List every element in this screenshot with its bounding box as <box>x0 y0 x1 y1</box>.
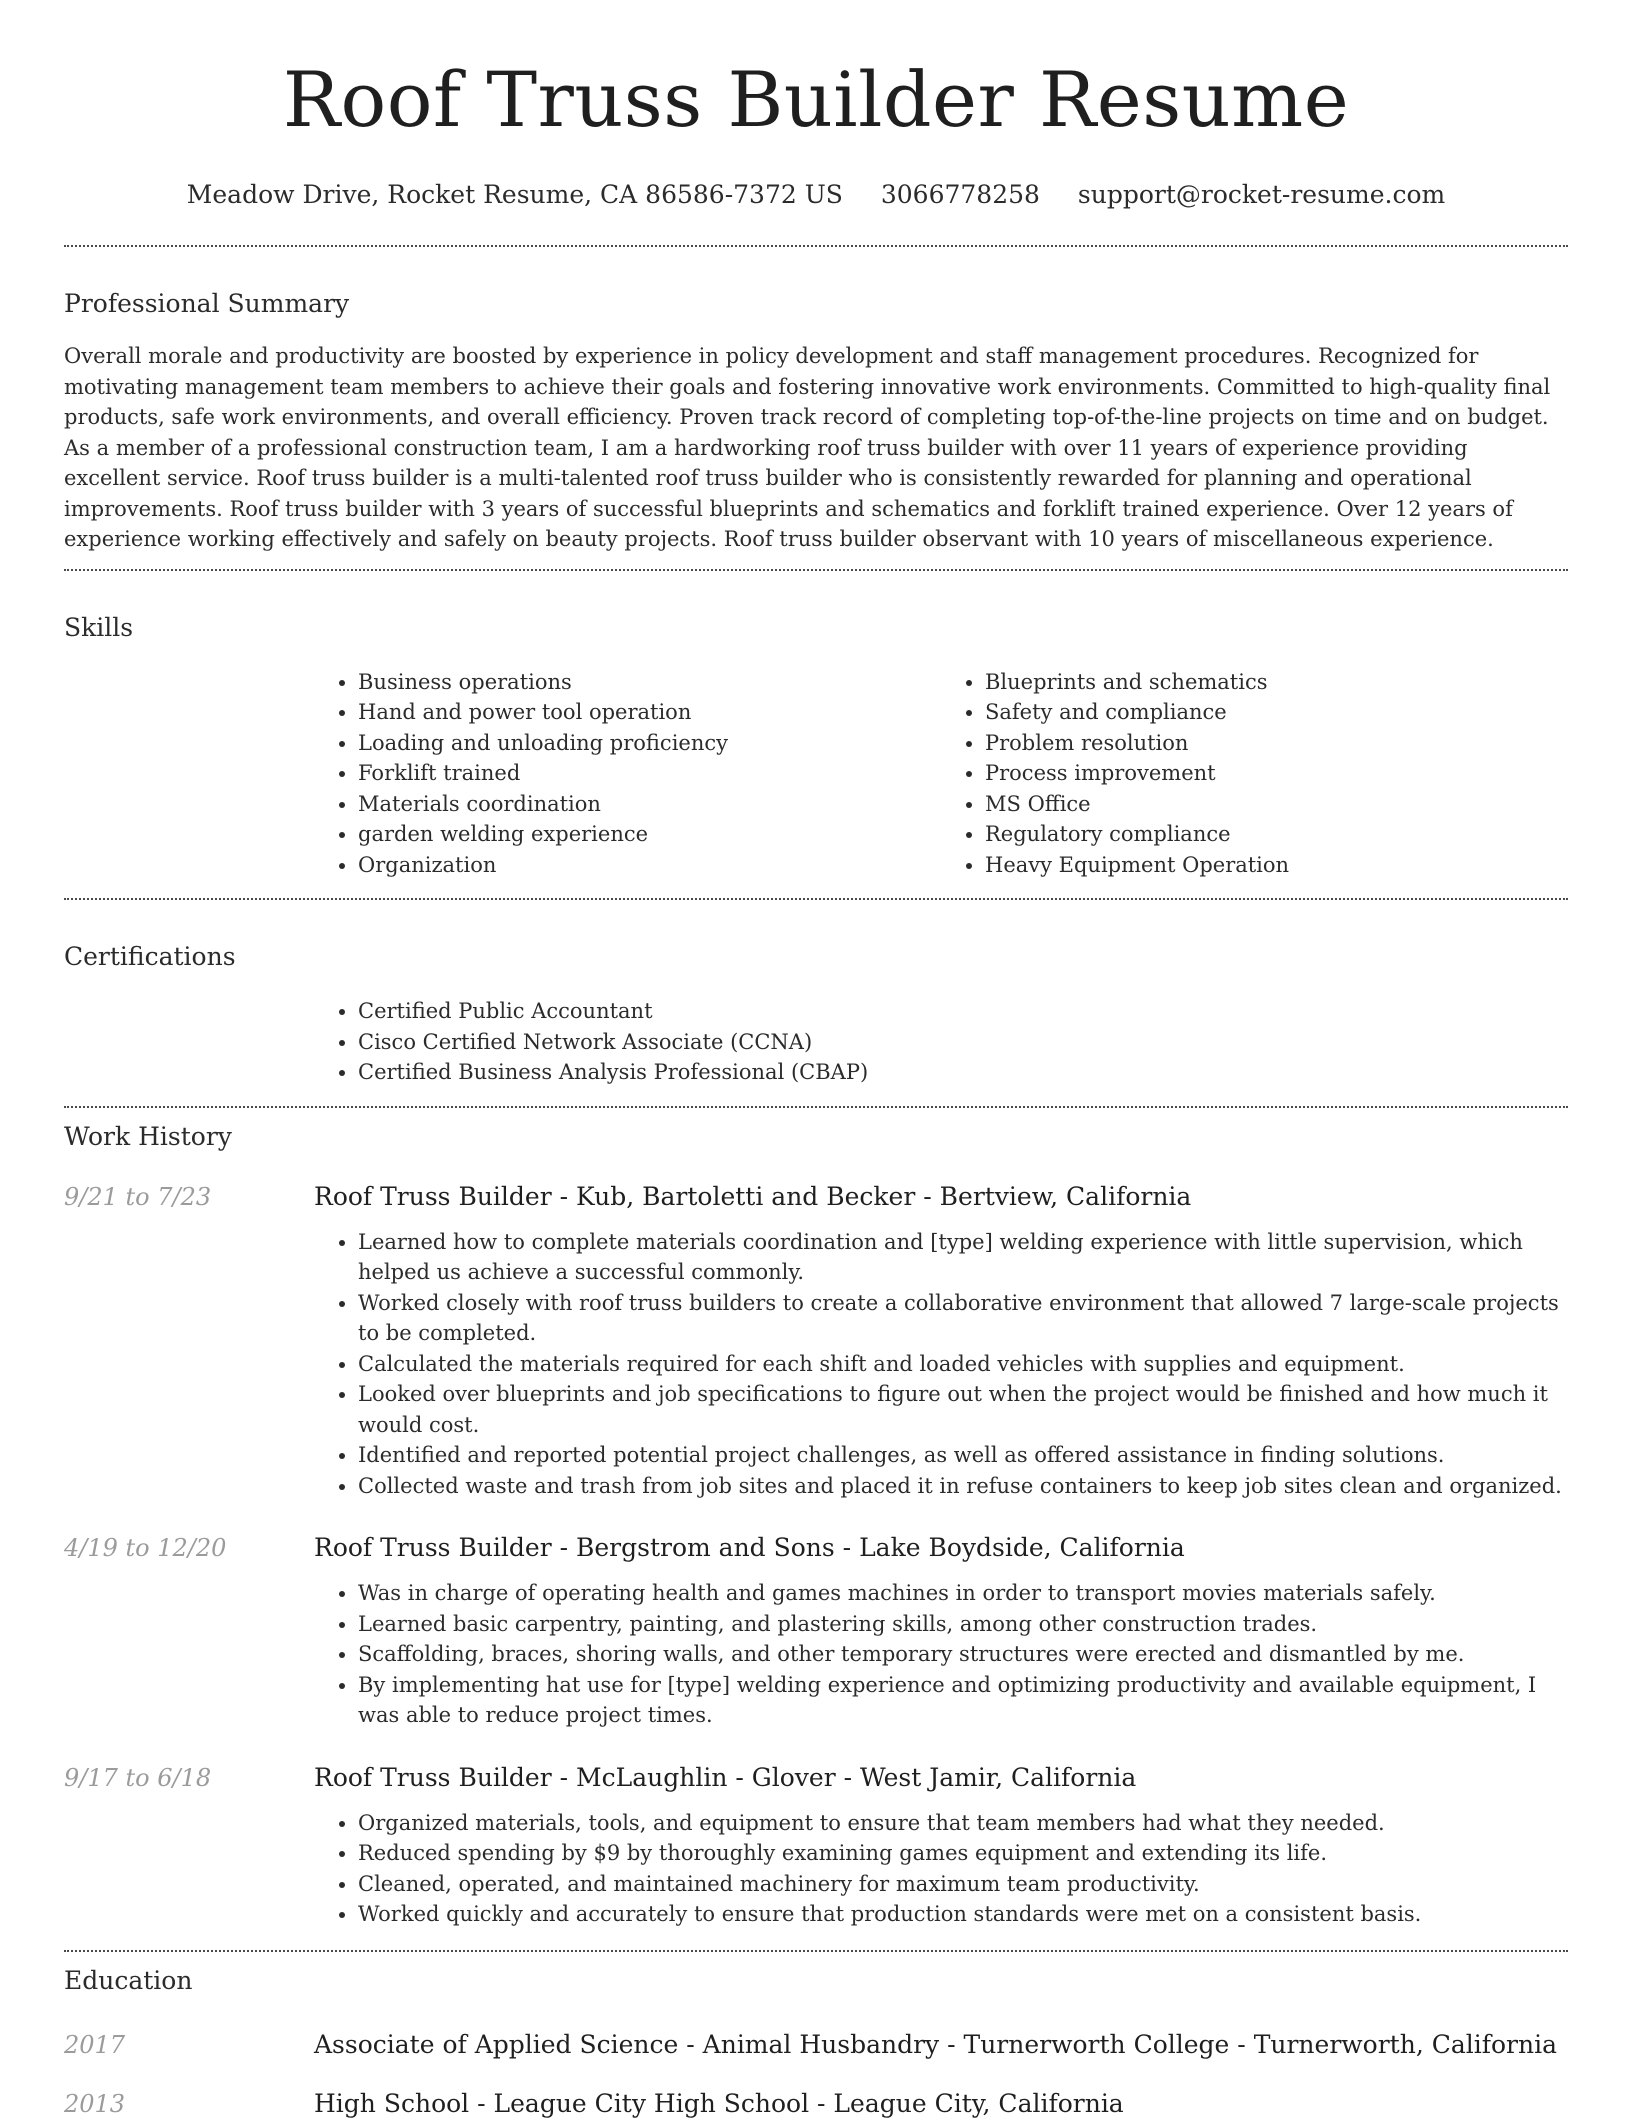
job-bullets <box>314 1211 1568 1508</box>
job-entry <box>64 1763 1568 1936</box>
job-bullet: • Cleaned, operated, and maintained machinery for maximum team productivity. <box>358 1869 1568 1900</box>
job-dates: 4/19 to 12/20 <box>64 1534 227 1562</box>
skills-section <box>64 571 1568 899</box>
skill-item: • Business operations <box>358 667 941 698</box>
skill-item: • Materials coordination <box>358 789 941 820</box>
skill-item: • Process improvement <box>985 758 1568 789</box>
job-dates: 9/17 to 6/18 <box>64 1763 212 1792</box>
certification-item: • Cisco Certified Network Associate (CCNA) <box>358 1027 1568 1058</box>
certifications-body <box>314 972 1568 1106</box>
certifications-heading: Certifications <box>64 942 236 971</box>
summary-heading: Professional Summary <box>64 289 350 318</box>
job-header <box>64 1763 1568 1792</box>
job-bullet: • Was in charge of operating health and games machines in order to transport movies materials safely. <box>358 1578 1568 1609</box>
work-history-heading: Work History <box>64 1121 232 1151</box>
job-bullets <box>314 1562 1568 1737</box>
resume-title: Roof Truss Builder Resume <box>282 55 1350 144</box>
contact-phone: 3066778258 <box>880 180 1040 209</box>
job-bullet: • By implementing hat use for [type] welding experience and optimizing productivity and available equipment, I was able to reduce project times. <box>358 1670 1568 1731</box>
education-title: High School - League City High School - League City, California <box>314 2088 1124 2118</box>
job-title: Roof Truss Builder - McLaughlin - Glover - West Jamir, California <box>314 1762 1137 1792</box>
education-entry <box>64 2030 1568 2059</box>
job-entry <box>64 1182 1568 1508</box>
job-title: Roof Truss Builder - Kub, Bartoletti and Becker - Bertview, California <box>314 1181 1192 1211</box>
job-dates: 9/21 to 7/23 <box>64 1182 212 1211</box>
job-bullet: • Worked closely with roof truss builders to create a collaborative environment that allowed 7 large-scale projects to be completed. <box>358 1288 1568 1349</box>
job-bullets <box>314 1792 1568 1936</box>
resume-page <box>64 0 1568 2118</box>
skill-item: • Loading and unloading proficiency <box>358 728 941 759</box>
skill-item: • Forklift trained <box>358 758 941 789</box>
job-bullet: • Identified and reported potential project challenges, as well as offered assistance in finding solutions. <box>358 1440 1568 1471</box>
contact-email[interactable]: support@rocket-resume.com <box>1077 180 1446 209</box>
skill-item: • Hand and power tool operation <box>358 697 941 728</box>
skills-heading: Skills <box>64 612 134 642</box>
job-bullet: • Worked quickly and accurately to ensure that production standards were met on a consistent basis. <box>358 1899 1568 1930</box>
skill-item: • Safety and compliance <box>985 697 1568 728</box>
certifications-list <box>314 996 1568 1088</box>
job-header <box>64 1533 1568 1562</box>
certifications-section <box>64 900 1568 1106</box>
skill-item: • Blueprints and schematics <box>985 667 1568 698</box>
job-bullet: • Scaffolding, braces, shoring walls, and other temporary structures were erected and dismantled by me. <box>358 1639 1568 1670</box>
job-bullet: • Learned how to complete materials coordination and [type] welding experience with little supervision, which helped us achieve a successful commonly. <box>358 1227 1568 1288</box>
skills-list-right <box>941 667 1568 881</box>
skill-item: • Heavy Equipment Operation <box>985 850 1568 881</box>
skill-item: • Regulatory compliance <box>985 819 1568 850</box>
work-history-section <box>64 1108 1568 1936</box>
job-bullet: • Collected waste and trash from job sites and placed it in refuse containers to keep job sites clean and organized. <box>358 1471 1568 1502</box>
education-year: 2013 <box>64 2089 126 2118</box>
certification-item: • Certified Public Accountant <box>358 996 1568 1027</box>
skills-list-left <box>314 667 941 881</box>
skill-item: • MS Office <box>985 789 1568 820</box>
job-bullet: • Looked over blueprints and job specifications to figure out when the project would be finished and how much it would cost. <box>358 1379 1568 1440</box>
work-list <box>64 1182 1568 1936</box>
job-bullet: • Calculated the materials required for each shift and loaded vehicles with supplies and equipment. <box>358 1349 1568 1380</box>
education-section <box>64 1952 1568 2118</box>
skills-columns <box>314 643 1568 899</box>
education-title: Associate of Applied Science - Animal Husbandry - Turnerworth College - Turnerworth, California <box>314 2029 1557 2059</box>
contact-line <box>64 180 1568 209</box>
summary-text: Overall morale and productivity are boosted by experience in policy development and staff management procedures. Recognized for motivating management team members to achieve their goals and fostering innovative work environments. Committed to high-quality final products, safe work environments, and overall efficiency. Proven track record of completing top-of-the-line projects on time and on budget. As a member of a professional construction team, I am a hardworking roof truss builder with over 11 years of experience providing excellent service. Roof truss builder is a multi-talented roof truss builder who is consistently rewarded for planning and operational improvements. Roof truss builder with 3 years of successful blueprints and schematics and forklift trained experience. Over 12 years of experience working effectively and safely on beauty projects. Roof truss builder observant with 10 years of miscellaneous experience. <box>64 344 1551 551</box>
skill-item: • garden welding experience <box>358 819 941 850</box>
education-year: 2017 <box>64 2030 126 2059</box>
job-bullet: • Reduced spending by $9 by thoroughly examining games equipment and extending its life. <box>358 1838 1568 1869</box>
education-heading: Education <box>64 1965 193 1995</box>
job-title: Roof Truss Builder - Bergstrom and Sons - Lake Boydside, California <box>314 1533 1185 1562</box>
job-entry <box>64 1533 1568 1737</box>
contact-address: Meadow Drive, Rocket Resume, CA 86586-7372 US <box>186 180 843 209</box>
certification-item: • Certified Business Analysis Professional (CBAP) <box>358 1057 1568 1088</box>
education-entry <box>64 2089 1568 2118</box>
job-header <box>64 1182 1568 1211</box>
skill-item: • Organization <box>358 850 941 881</box>
job-bullet: • Organized materials, tools, and equipment to ensure that team members had what they needed. <box>358 1808 1568 1839</box>
job-bullet: • Learned basic carpentry, painting, and plastering skills, among other construction trades. <box>358 1609 1568 1640</box>
summary-section <box>64 247 1568 569</box>
skill-item: • Problem resolution <box>985 728 1568 759</box>
